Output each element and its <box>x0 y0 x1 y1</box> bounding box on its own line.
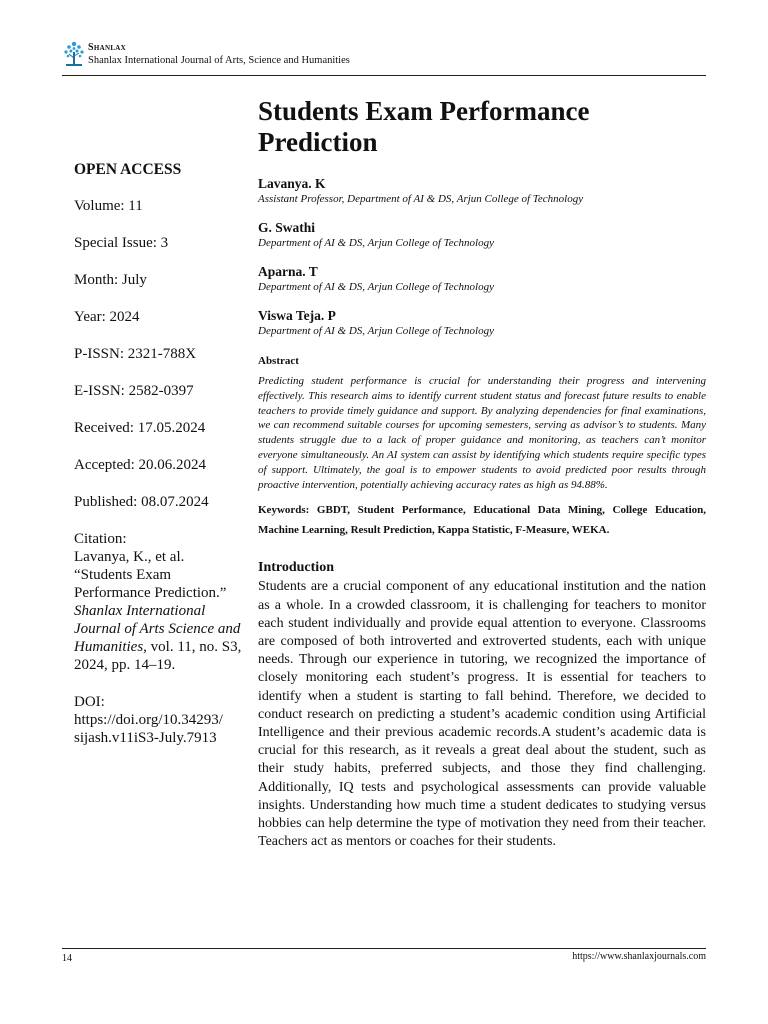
keywords <box>258 500 706 540</box>
article-main <box>258 96 706 851</box>
p-issn: P-ISSN: 2321-788X <box>74 346 197 362</box>
citation <box>74 530 246 674</box>
introduction-text: Students are a crucial component of any educational institution and the nation as a whole. In a crowded classroom, it is challenging for teachers to monitor each student individually and provide equal attention to everyone. Classrooms are composed of both introverted and extroverted students, each with unique needs. Through our experience in tutoring, we recognized the importance of closely monitoring each student’s progress. It is essential for teachers to identify when a student is starting to fall behind. Therefore, we decided to conduct research on predicting a student’s academic condition using Artificial Intelligence and their previous academic records.A student’s academic data is crucial for this research, as it reveals a great deal about the student, such as their study habits, preferred subjects, and those they find challenging. Additionally, IQ tests and psychological assessments can provide valuable insights. Understanding how much time a student dedicates to studying versus hobbies can help determine the type of motivation they need from their teacher. Teachers act as mentors or coaches for their students. <box>258 579 706 850</box>
author-block <box>258 308 706 338</box>
author-block <box>258 264 706 294</box>
citation-label: Citation: <box>74 531 127 547</box>
page-header <box>62 40 706 76</box>
accepted-date: Accepted: 20.06.2024 <box>74 457 207 473</box>
volume: Volume: 11 <box>74 198 143 214</box>
published-date: Published: 08.07.2024 <box>74 494 209 510</box>
citation-journal: Shanlax International Journal of Arts Science and Humanities <box>74 603 241 655</box>
doi-link-line1[interactable]: https://doi.org/10.34293/ <box>74 712 223 728</box>
open-access-label: OPEN ACCESS <box>74 161 182 178</box>
e-issn: E-ISSN: 2582-0397 <box>74 383 194 399</box>
keywords-label: Keywords: <box>258 504 310 517</box>
author-name: Aparna. T <box>258 264 318 279</box>
header-divider <box>62 75 706 76</box>
page-number: 14 <box>62 953 72 964</box>
article-title: Students Exam Performance Prediction <box>258 96 590 157</box>
journal-url[interactable]: https://www.shanlaxjournals.com <box>572 951 706 962</box>
author-affiliation: Department of AI & DS, Arjun College of Technology <box>258 237 494 249</box>
keywords-list: GBDT, Student Performance, Educational Data Mining, College Education, Machine Learning, Result Prediction, Kappa Statistic, F-Measure, WEKA. <box>258 504 706 537</box>
author-affiliation: Department of AI & DS, Arjun College of Technology <box>258 325 494 337</box>
doi <box>74 693 246 747</box>
article-info-sidebar <box>74 161 246 766</box>
citation-title: “Students Exam Performance Prediction.” <box>74 567 227 601</box>
author-affiliation: Assistant Professor, Department of AI & DS, Arjun College of Technology <box>258 193 584 205</box>
author-name: G. Swathi <box>258 220 316 235</box>
abstract-text: Predicting student performance is crucial for understanding their progress and intervening effectively. This research aims to identify current student status and forecast future results to enable teachers to provide timely guidance and support. By analyzing dependencies for final examinations, we can recommend suitable courses for upcoming semesters, serving as advisor’s to students. Many students struggle due to a lack of proper guidance and monitoring, as teachers can’t monitor everyone simultaneously. An AI system can assist by identifying which students require specific types of support. Ultimately, the goal is to empower students to avoid predicted poor results through proactive intervention, potentially achieving accuracy rates as high as 94.88%. <box>258 375 706 491</box>
section-heading-introduction: Introduction <box>258 560 334 576</box>
citation-source <box>74 602 246 674</box>
author-block <box>258 220 706 250</box>
doi-label: DOI: <box>74 694 105 710</box>
citation-authors: Lavanya, K., et al. <box>74 549 185 565</box>
footer-divider <box>62 948 706 949</box>
author-name: Lavanya. K <box>258 176 326 191</box>
received-date: Received: 17.05.2024 <box>74 420 206 436</box>
tree-logo-icon <box>62 40 86 70</box>
special-issue: Special Issue: 3 <box>74 235 169 251</box>
year: Year: 2024 <box>74 309 140 325</box>
journal-name: Shanlax International Journal of Arts, Science and Humanities <box>88 55 350 66</box>
brand-name: Shanlax <box>88 42 126 53</box>
abstract-heading: Abstract <box>258 355 299 367</box>
month: Month: July <box>74 272 147 288</box>
citation-details: , vol. 11, no. S3, 2024, pp. 14–19. <box>74 639 242 673</box>
doi-link-line2[interactable]: sijash.v11iS3-July.7913 <box>74 730 217 746</box>
author-name: Viswa Teja. P <box>258 308 336 323</box>
author-affiliation: Department of AI & DS, Arjun College of Technology <box>258 281 494 293</box>
author-block <box>258 176 706 206</box>
